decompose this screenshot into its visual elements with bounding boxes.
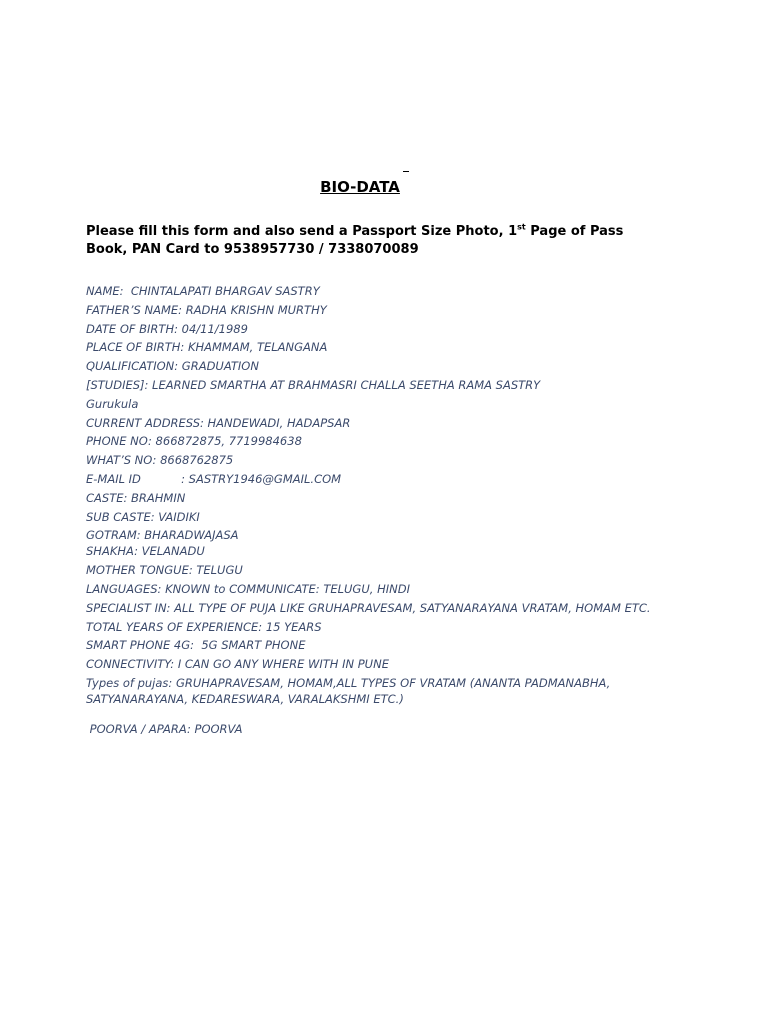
field-gotram: GOTRAM: BHARADWAJASA	[86, 528, 239, 543]
field-mother-tongue: MOTHER TONGUE: TELUGU	[86, 563, 243, 578]
field-smart-phone: SMART PHONE 4G: 5G SMART PHONE	[86, 638, 306, 653]
field-studies-continued: Gurukula	[86, 396, 139, 411]
field-studies: [STUDIES]: LEARNED SMARTHA AT BRAHMASRI CHALLA SEETHA RAMA SASTRY	[86, 377, 541, 392]
field-whatsapp-no: WHAT’S NO: 8668762875	[86, 453, 234, 468]
field-connectivity: CONNECTIVITY: I CAN GO ANY WHERE WITH IN PUNE	[86, 657, 389, 672]
field-languages: LANGUAGES: KNOWN to COMMUNICATE: TELUGU, HINDI	[86, 581, 410, 596]
field-email-id: E-MAIL ID : SASTRY1946@GMAIL.COM	[86, 471, 342, 486]
field-current-address: CURRENT ADDRESS: HANDEWADI, HADAPSAR	[86, 415, 351, 430]
field-phone-no: PHONE NO: 866872875, 7719984638	[86, 434, 302, 449]
field-name: NAME: CHINTALAPATI BHARGAV SASTRY	[86, 284, 320, 298]
field-specialist-in: SPECIALIST IN: ALL TYPE OF PUJA LIKE GRUHAPRAVESAM, SATYANARAYANA VRATAM, HOMAM ETC.	[86, 600, 651, 615]
document-title: BIO-DATA	[320, 178, 400, 196]
instruction-superscript: st	[517, 222, 526, 232]
field-place-of-birth: PLACE OF BIRTH: KHAMMAM, TELANGANA	[86, 340, 328, 355]
field-date-of-birth: DATE OF BIRTH: 04/11/1989	[86, 321, 248, 336]
field-shakha: SHAKHA: VELANADU	[86, 544, 205, 559]
bio-data-fields	[86, 283, 656, 740]
field-qualification: QUALIFICATION: GRADUATION	[86, 359, 259, 374]
field-types-of-pujas: Types of pujas: GRUHAPRAVESAM, HOMAM,ALL TYPES OF VRATAM (ANANTA PADMANABHA, SATYANARAYANA, KEDARESWARA, VARALAKSHMI ETC.)	[86, 675, 614, 706]
field-caste: CASTE: BRAHMIN	[86, 490, 186, 505]
field-fathers-name: FATHER’S NAME: RADHA KRISHN MURTHY	[86, 302, 327, 317]
stray-underline-mark	[403, 171, 409, 172]
instruction-part2: Page of Pass Book, PAN Card to 9538957730 / 7338070089	[86, 224, 624, 257]
instruction-part1: Please fill this form and also send a Passport Size Photo, 1	[86, 224, 518, 239]
field-total-experience: TOTAL YEARS OF EXPERIENCE: 15 YEARS	[86, 619, 322, 634]
field-sub-caste: SUB CASTE: VAIDIKI	[86, 509, 200, 524]
instruction-text	[86, 223, 666, 259]
field-poorva-apara: POORVA / APARA: POORVA	[86, 721, 243, 736]
